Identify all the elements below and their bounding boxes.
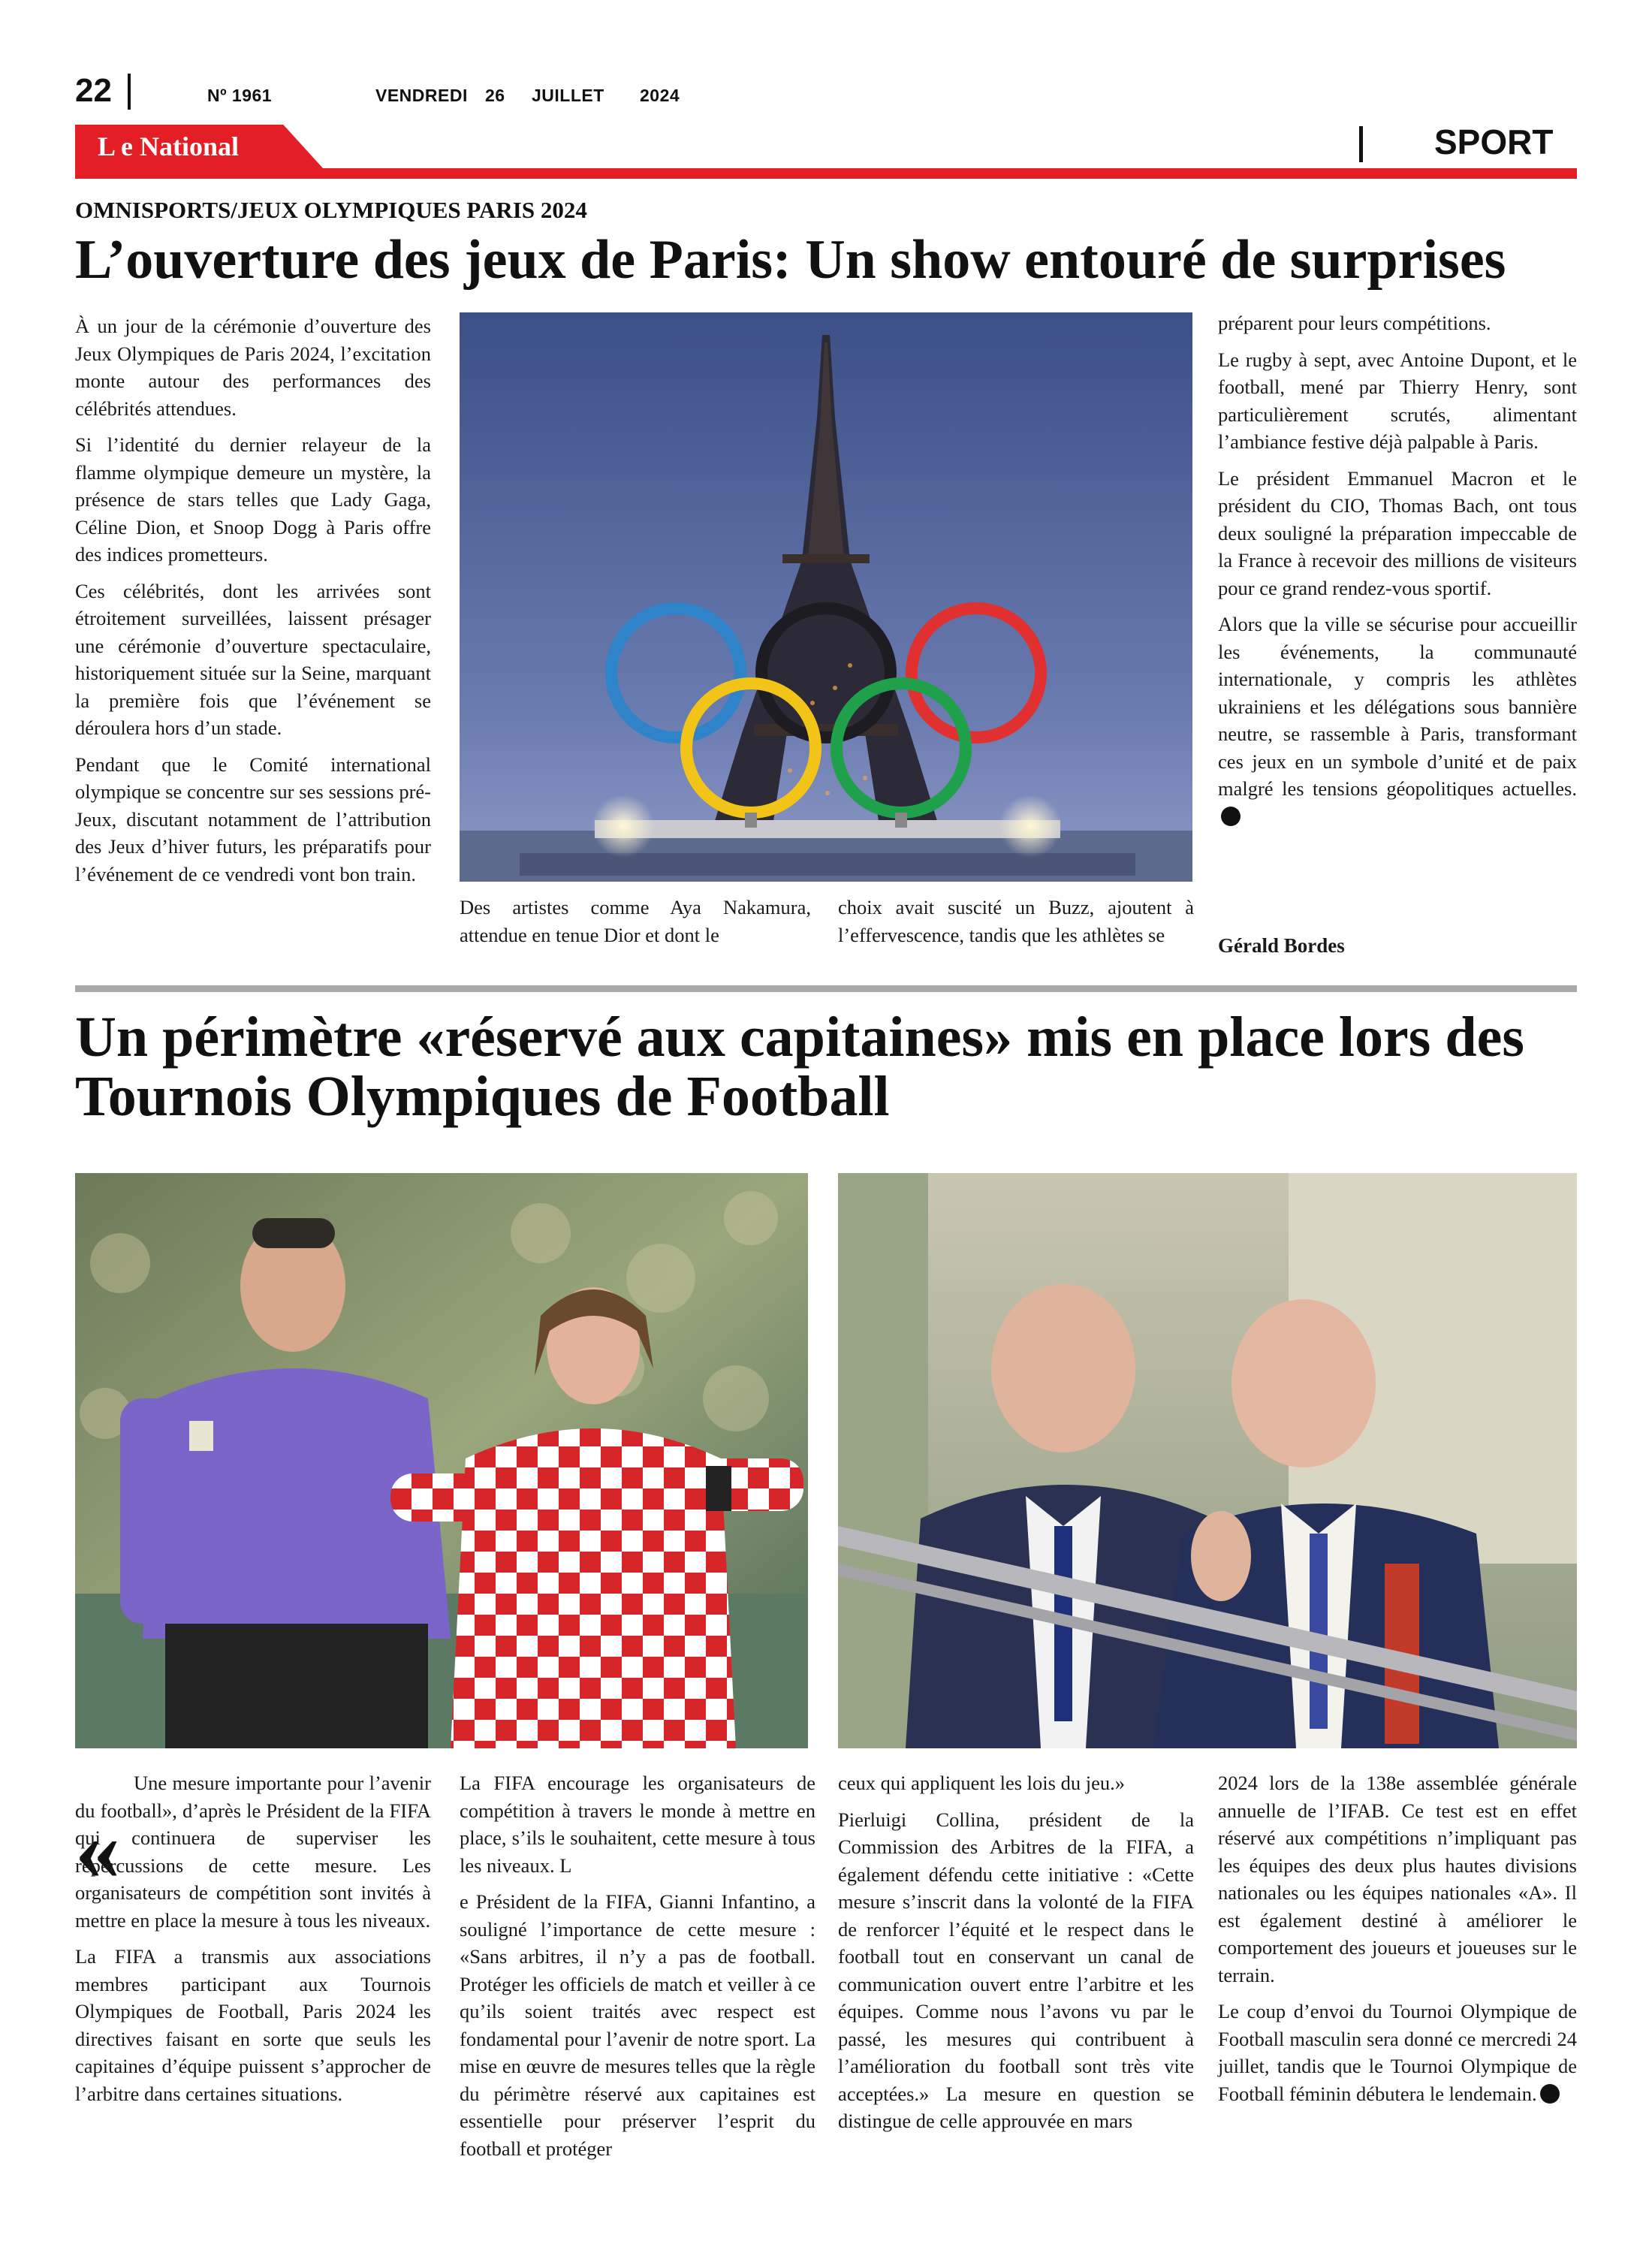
paragraph: La FIFA a transmis aux associations membres participant aux Tournois Olympiques de Football, Paris 2024 les directives faisant en sorte que seuls les capitaines d’équipe puissent s’approcher de l’arbitre dans certaines situations. — [75, 1945, 431, 2105]
paragraph: ceux qui appliquent les lois du jeu.» — [838, 1772, 1125, 1794]
article-separator-rule — [75, 985, 1577, 992]
paragraph-text: Alors que la ville se sécurise pour accueillir les événements, la communauté internationale, y compris les athlètes ukrainiens et les délégations sous bannière neutre, se rassemble à Paris, transformant ces jeux en un symbole d’unité et de paix malgré les tensions géopolitiques actuelles. — [1218, 613, 1577, 800]
paragraph: Pierluigi Collina, président de la Commission des Arbitres de la FIFA, a également défendu cette initiative : «Cette mesure s’inscrit dans la volonté de la FIFA de renforcer l’équité et le respect dans le football tout en conservant un canal de communication ouvert entre l’arbitre et les équipes. Comme nous l’avons vu par le passé, les mesures qui contribuent à l’amélioration du football sont très vite acceptées.» La mesure en question se distingue de celle approuvée en mars — [838, 1808, 1194, 2132]
article1-column-1 — [75, 312, 431, 897]
olympic-rings-eiffel-illustration — [460, 312, 1192, 882]
paragraph: Pendant que le Comité international olympique se concentre sur ses sessions pré-Jeux, discutant notamment de l’attribution des Jeux d’hiver futurs, les préparatifs pour l’événement de ce vendredi vont bon train. — [75, 753, 431, 885]
article1-under-photo-left — [460, 894, 811, 958]
end-of-article-mark — [1540, 2084, 1560, 2104]
paragraph: Une mesure importante pour l’avenir du football», d’après le Président de la FIFA qui continuera de superviser les répercussions de cette mesure. Les organisateurs de compétition sont invités à mettre en place la mesure à tous les niveaux. — [75, 1772, 431, 1932]
referee-captain-photo — [75, 1173, 808, 1748]
issue-number: Nº 1961 — [207, 86, 273, 105]
paragraph: Si l’identité du dernier relayeur de la flamme olympique demeure un mystère, la présence de stars telles que Lady Gaga, Céline Dion, et Snoop Dogg à Paris offre des indices prometteurs. — [75, 433, 431, 566]
drop-quote-mark: « — [75, 1799, 120, 1899]
article2-column-2 — [460, 1769, 815, 2171]
paragraph: préparent pour leurs compétitions. — [1218, 312, 1491, 334]
page-number-divider — [128, 74, 131, 110]
header-date: 26 — [485, 86, 505, 105]
article1-under-photo-right — [838, 894, 1194, 958]
paragraph: À un jour de la cérémonie d’ouverture des Jeux Olympiques de Paris 2024, l’excitation monte autour des performances des célébrités attendues. — [75, 315, 431, 420]
paragraph: La FIFA encourage les organisateurs de compétition à travers le monde à mettre en place, s’ils le souhaitent, cette mesure à tous les niveaux. L — [460, 1772, 815, 1877]
article2-title: Un périmètre «réservé aux capitaines» mis en place lors des Tournois Olympiques de Football — [75, 1006, 1524, 1129]
paragraph: 2024 lors de la 138e assemblée générale annuelle de l’IFAB. Ce test est en effet réservé aux compétitions n’impliquant pas les équipes des deux plus hautes divisions nationales ou les équipes nationales «A». Il est également destiné à améliorer le comportement des joueurs et joueuses sur le terrain. — [1218, 1772, 1577, 1986]
header-day: VENDREDI — [375, 86, 468, 105]
paragraph — [1218, 611, 1577, 830]
fifa-officials-photo — [838, 1173, 1577, 1748]
paragraph: Des artistes comme Aya Nakamura, attendue en tenue Dior et dont le — [460, 896, 811, 946]
referee-captain-illustration — [75, 1173, 808, 1748]
section-label: SPORT — [1434, 122, 1554, 161]
paragraph: Le rugby à sept, avec Antoine Dupont, et le football, mené par Thierry Henry, sont particulièrement scrutés, alimentant l’ambiance festive déjà palpable à Paris. — [1218, 348, 1577, 453]
article1-kicker: OMNISPORTS/JEUX OLYMPIQUES PARIS 2024 — [75, 197, 587, 223]
header-red-rule — [75, 168, 1577, 179]
article1-column-3 — [1218, 309, 1577, 839]
header-year: 2024 — [640, 86, 680, 105]
section-divider — [1359, 126, 1363, 162]
article1-title: L’ouverture des jeux de Paris: Un show entouré de surprises — [75, 229, 1506, 291]
article2-column-3 — [838, 1769, 1194, 2144]
article2-column-4 — [1218, 1769, 1577, 2116]
fifa-officials-illustration — [838, 1173, 1577, 1748]
end-of-article-mark — [1221, 807, 1241, 826]
paragraph-text: Le coup d’envoi du Tournoi Olympique de Football masculin sera donné ce mercredi 24 juillet, tandis que le Tournoi Olympique de Football féminin débutera le lendemain. — [1218, 2000, 1577, 2105]
paragraph: choix avait suscité un Buzz, ajoutent à l’effervescence, tandis que les athlètes se — [838, 896, 1194, 946]
paragraph: Ces célébrités, dont les arrivées sont étroitement surveillées, laissent présager une cérémonie d’ouverture spectaculaire, historiquement située sur la Seine, marquant la première fois que l’événement se déroulera hors d’un stade. — [75, 579, 431, 739]
article2-column-1 — [75, 1769, 431, 2116]
paragraph: Le président Emmanuel Macron et le président du CIO, Thomas Bach, ont tous deux souligné la préparation impeccable de la France à recevoir des millions de visiteurs pour ce grand rendez-vous sportif. — [1218, 466, 1577, 599]
brand-name: L e National — [98, 131, 240, 161]
olympic-rings-eiffel-photo — [460, 312, 1192, 882]
paragraph — [1218, 1998, 1577, 2107]
header-month: JUILLET — [532, 86, 604, 105]
paragraph: e Président de la FIFA, Gianni Infantino, a souligné l’importance de cette mesure : «Sans arbitres, il n’y a pas de football. Protéger les officiels de match et veiller à ce qu’ils soient traités avec respect est fondamental pour l’avenir de notre sport. La mise en œuvre de mesures telles que la règle du périmètre réservé aux capitaines est essentielle pour préserver l’esprit du football et protéger — [460, 1890, 815, 2160]
page-number: 22 — [75, 72, 112, 109]
article1-byline: Gérald Bordes — [1218, 934, 1345, 957]
